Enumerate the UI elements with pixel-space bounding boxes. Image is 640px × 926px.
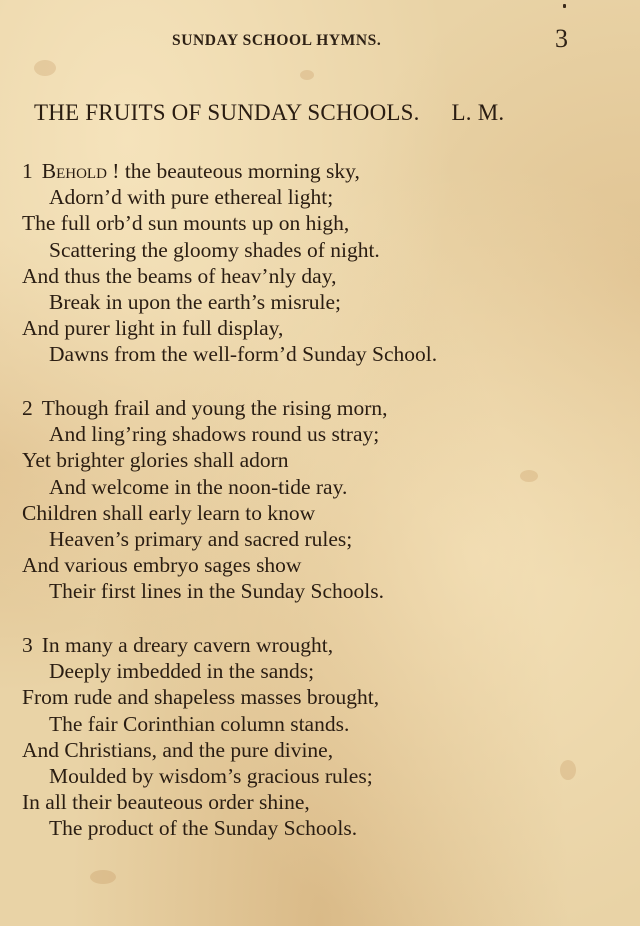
- stanza-number: 3: [22, 633, 33, 657]
- first-word: Behold: [41, 159, 107, 183]
- verse-line: The fair Corinthian column stands.: [49, 711, 350, 736]
- verse-line: Dawns from the well-form’d Sunday School.: [49, 342, 438, 367]
- verse-text: In many a dreary cavern wrought,: [41, 633, 334, 657]
- hymn-heading: [34, 100, 504, 126]
- print-mark: [563, 4, 566, 8]
- verse-line: Their first lines in the Sunday Schools.: [49, 579, 385, 604]
- verse-line: In all their beauteous order shine,: [22, 790, 310, 815]
- page-number: 3: [555, 24, 568, 53]
- hymn-meter: L. M.: [451, 100, 505, 125]
- stanza-number: 2: [22, 396, 33, 420]
- verse-line: The product of the Sunday Schools.: [49, 816, 358, 841]
- verse-line: Deeply imbedded in the sands;: [49, 659, 315, 684]
- verse-line: And purer light in full display,: [22, 316, 284, 341]
- hymn-title: THE FRUITS OF SUNDAY SCHOOLS.: [34, 100, 420, 125]
- verse-line: Moulded by wisdom’s gracious rules;: [49, 763, 373, 788]
- paper-stain: [300, 70, 314, 80]
- verse-text: Though frail and young the rising morn,: [41, 396, 388, 420]
- verse-line: [22, 158, 632, 184]
- verse-line: And various embryo sages show: [22, 553, 302, 578]
- verse-line: Children shall early learn to know: [22, 500, 316, 525]
- verse-line: Scattering the gloomy shades of night.: [49, 237, 380, 262]
- verse-line: Yet brighter glories shall adorn: [22, 448, 289, 473]
- paper-stain: [34, 60, 56, 76]
- verse-line: Heaven’s primary and sacred rules;: [49, 526, 353, 551]
- verse-text: ! the beauteous morning sky,: [112, 159, 360, 183]
- verse-line: [22, 632, 632, 658]
- verse-line: The full orb’d sun mounts up on high,: [22, 211, 350, 236]
- stanza-1: [22, 158, 632, 368]
- stanza-3: [22, 632, 632, 842]
- running-head: SUNDAY SCHOOL HYMNS.: [172, 32, 382, 49]
- verse-line: And welcome in the noon-tide ray.: [49, 474, 348, 499]
- verse-line: Break in upon the earth’s misrule;: [49, 289, 341, 314]
- stanza-number: 1: [22, 159, 33, 183]
- verse-line: Adorn’d with pure ethereal light;: [49, 185, 334, 210]
- paper-stain: [90, 870, 116, 884]
- verse-line: And thus the beams of heav’nly day,: [22, 263, 337, 288]
- stanza-2: [22, 395, 632, 605]
- verse-line: From rude and shapeless masses brought,: [22, 685, 380, 710]
- verse-line: And Christians, and the pure divine,: [22, 737, 334, 762]
- verse-line: And ling’ring shadows round us stray;: [49, 422, 380, 447]
- verse-line: [22, 395, 632, 421]
